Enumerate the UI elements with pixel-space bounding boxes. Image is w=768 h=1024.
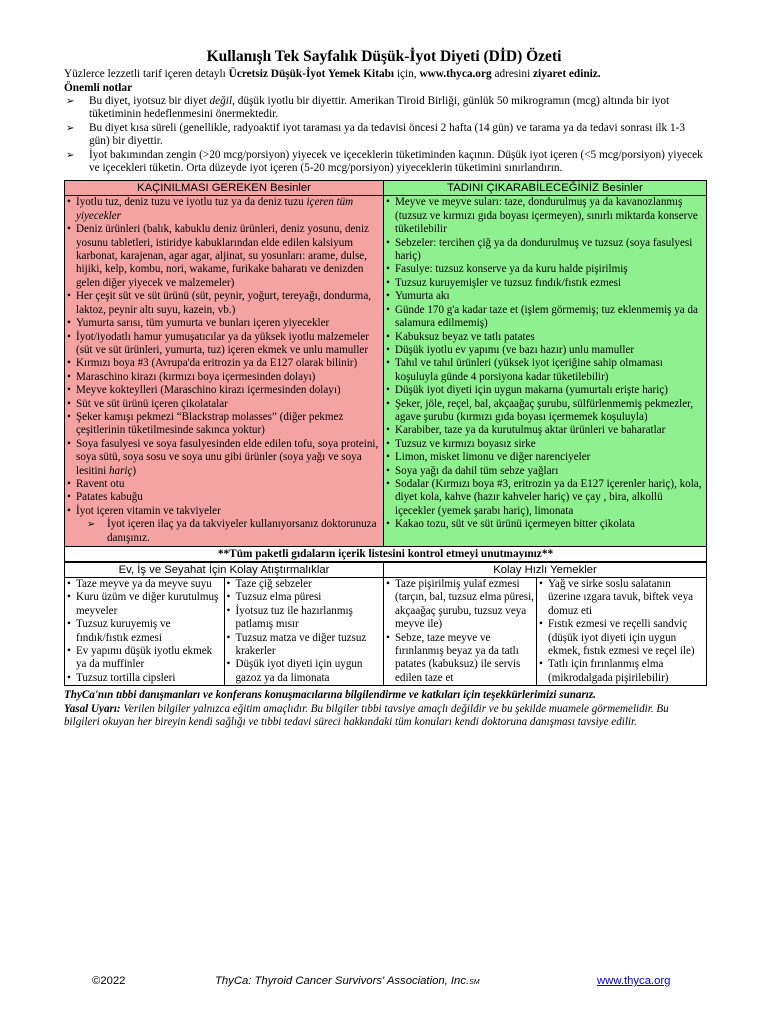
site-link[interactable]: www.thyca.org	[419, 68, 492, 80]
bullet-icon: •	[67, 397, 71, 410]
snacks-cell	[65, 578, 384, 686]
enjoy-item	[386, 290, 704, 303]
acknowledgement-block	[64, 689, 704, 729]
bullet-icon: •	[67, 591, 71, 604]
avoid-item-text: Kırmızı boya #3 (Avrupa'da eritrozin ya da E127 olarak bilinir)	[76, 357, 358, 370]
meal-item-text: Tatlı için fırınlanmış elma (mikrodalgada pişirilebilir)	[548, 658, 669, 684]
enjoy-heading: TADINI ÇIKARABİLECEĞİNİZ Besinler	[384, 181, 707, 196]
bullet-icon: •	[539, 578, 543, 590]
copyright: ©2022	[92, 975, 126, 987]
cookbook-name: Ücretsiz Düşük-İyot Yemek Kitabı	[228, 68, 395, 80]
note-item	[64, 95, 704, 122]
thanks-text: ThyCa'nın tıbbi danışmanları ve konferans konuşmacılarına bilgilendirme ve katkıları için teşekkürlerimizi sunarız.	[64, 689, 596, 702]
bullet-icon: •	[67, 384, 71, 397]
enjoy-item	[386, 344, 704, 357]
avoid-item	[67, 491, 381, 504]
snack-item-text: Tuzsuz matza ve diğer tuzsuz krakerler	[235, 631, 367, 658]
bullet-icon: •	[386, 464, 390, 477]
enjoy-item	[386, 357, 704, 384]
avoid-item-text-end: )	[132, 464, 137, 477]
avoid-item	[67, 478, 381, 491]
bullet-icon: •	[386, 290, 390, 303]
bullet-icon: •	[67, 671, 71, 684]
avoid-sub-item	[67, 518, 381, 545]
avoid-item	[67, 398, 381, 411]
page-title: Kullanışlı Tek Sayfalık Düşük-İyot Diyeti (DİD) Özeti	[206, 48, 562, 65]
bullet-icon: •	[67, 317, 71, 330]
bullet-icon: •	[539, 618, 543, 631]
bullet-icon: •	[67, 578, 71, 590]
note-item	[64, 122, 704, 149]
meal-item-text: Taze pişirilmiş yulaf ezmesi (tarçın, bal, tuzsuz elma püresi, akçaağaç şurubu, tuzsuz veya meyve ile)	[395, 578, 534, 631]
avoid-item-text: Süt ve süt ürünü içeren çikolatalar	[76, 397, 228, 410]
enjoy-item-text: Kakao tozu, süt ve süt ürünü içermeyen bitter çikolata	[395, 518, 635, 531]
bullet-icon: •	[67, 330, 71, 343]
snack-item-text: Tuzsuz kuruyemiş ve fındık/fıstık ezmesi	[76, 618, 171, 644]
visit-text: ziyaret ediniz.	[533, 68, 601, 80]
enjoy-item-text: Kabuksuz beyaz ve tatlı patates	[395, 330, 535, 343]
bullet-icon: •	[386, 330, 390, 343]
snacks-meals-table	[64, 562, 707, 686]
avoid-item-text: Her çeşit süt ve süt ürünü (süt, peynir, yoğurt, tereyağı, dondurma, laktoz, peynir altı suyu, kazein, vb.)	[76, 290, 372, 316]
intro-paragraph	[64, 68, 704, 82]
enjoy-item	[386, 438, 704, 451]
avoid-item-text: Meyve kokteylleri (Maraschino kirazı içermesinden dolayı)	[76, 384, 341, 397]
arrow-icon: ➢	[66, 122, 75, 134]
intro-text-mid: için,	[394, 68, 420, 80]
avoid-item-text: Şeker kamışı pekmezi “Blackstrap molasses” (diğer pekmez çeşitlerinin tüketilmesinde sakınca yoktur)	[76, 410, 344, 437]
snacks-list-2	[225, 578, 384, 685]
avoid-item-text: Maraschino kirazı (kırmızı boya içermesinden dolayı)	[76, 370, 316, 383]
service-mark: SM	[469, 979, 480, 986]
avoid-item-text: Patates kabuğu	[76, 491, 143, 504]
enjoy-item	[386, 478, 704, 518]
bullet-icon: •	[386, 276, 390, 289]
enjoy-item-text: Düşük iyotlu ev yapımı (ve bazı hazır) unlu mamuller	[395, 343, 635, 356]
arrow-icon: ➢	[66, 96, 75, 107]
snack-item	[227, 632, 383, 659]
bullet-icon: •	[386, 236, 390, 249]
avoid-item	[67, 290, 381, 317]
document-page	[64, 48, 704, 729]
bullet-icon: •	[67, 504, 71, 517]
avoid-column	[65, 196, 384, 547]
snacks-list-1	[65, 578, 224, 685]
meal-item-text: Sebze, taze meyve ve fırınlanmış beyaz ya da tatlı patates (kabuksuz) ile servis edilen taze et	[395, 631, 521, 684]
note-text-end: , düşük iyotlu bir diyettir. Amerikan Tiroid Birliği, günlük 50 mikrogramın (mcg) altında bir iyot tüketiminin hedeflenmesini önermektedir.	[89, 95, 670, 121]
bullet-icon: •	[386, 477, 390, 490]
enjoy-item	[386, 263, 704, 276]
snack-item	[227, 578, 383, 591]
avoid-item	[67, 357, 381, 370]
bullet-icon: •	[67, 645, 71, 658]
avoid-item	[67, 371, 381, 384]
bullet-icon: •	[226, 631, 231, 644]
bullet-icon: •	[67, 196, 71, 209]
organization-name	[215, 975, 480, 987]
bullet-icon: •	[386, 578, 390, 590]
snack-item-text: Düşük iyot diyeti için uygun gazoz ya da limonata	[235, 658, 363, 684]
enjoy-item	[386, 237, 704, 264]
meals-list-1	[384, 578, 536, 685]
snack-item-text: Ev yapımı düşük iyotlu ekmek ya da muffinler	[76, 645, 213, 671]
bullet-icon: •	[67, 491, 71, 504]
enjoy-item	[386, 331, 704, 344]
avoid-item-emphasis: hariç	[108, 464, 133, 477]
bullet-icon: •	[386, 424, 390, 437]
bullet-icon: •	[67, 223, 71, 236]
snack-item-text: Tuzsuz tortilla cipsleri	[76, 671, 176, 684]
enjoy-item	[386, 518, 704, 531]
bullet-icon: •	[226, 591, 231, 604]
org-text: ThyCa: Thyroid Cancer Survivors' Association, Inc.	[215, 975, 470, 987]
notes-list	[64, 95, 704, 175]
intro-text-mid2: adresini	[491, 68, 534, 80]
bullet-icon: •	[386, 631, 390, 644]
avoid-item	[67, 223, 381, 290]
bullet-icon: •	[67, 618, 71, 631]
avoid-list	[65, 196, 383, 546]
disclaimer-label: Yasal Uyarı:	[64, 702, 121, 715]
snack-item	[67, 672, 223, 685]
reminder-banner: **Tüm paketli gıdaların içerik listesini kontrol etmeyi unutmayınız**	[65, 547, 707, 562]
enjoy-item-text: Sebzeler: tercihen çiğ ya da dondurulmuş ve tuzsuz (soya fasulyesi hariç)	[395, 236, 693, 263]
enjoy-item	[386, 304, 704, 331]
enjoy-item	[386, 384, 704, 397]
arrow-icon: ➢	[66, 149, 75, 161]
bullet-icon: •	[386, 518, 390, 531]
avoid-item-emphasis: içeren tüm yiyecekler	[76, 196, 354, 222]
note-text: Bu diyet kısa süreli (genellikle, radyoaktif iyot taraması ya da tedavisi öncesi 2 hafta (14 gün) ve tarama ya da tedavi sonrası ilk 1-3 gün) bir diyettir.	[89, 121, 686, 148]
avoid-item-text: Deniz ürünleri (balık, kabuklu deniz ürünleri, deniz yosunu, deniz yosunu tabletleri, istiridye kabuklarından elde edilen kalsiyum karbonat, karajenan, agar agar, aljinat, su yosunları: arame, dulse, hijiki, kelp, kombu, nori, wakame, furikake baharatı ve denizden gelen diğer yiyecek ve malzemeler)	[76, 223, 369, 289]
meal-item	[539, 618, 705, 658]
avoid-item	[67, 505, 381, 518]
bullet-icon: •	[67, 290, 71, 303]
meals-cell	[384, 578, 707, 686]
enjoy-item	[386, 451, 704, 464]
bullet-icon: •	[386, 343, 390, 356]
bullet-icon: •	[386, 451, 390, 464]
avoid-heading: KAÇINILMASI GEREKEN Besinler	[65, 181, 384, 196]
enjoy-item	[386, 424, 704, 437]
snack-item	[67, 618, 223, 645]
meal-item	[539, 578, 705, 618]
enjoy-item-text: Karabiber, taze ya da kurutulmuş aktar ürünleri ve baharatlar	[395, 424, 666, 437]
avoid-item	[67, 317, 381, 330]
snack-item-text: Kuru üzüm ve diğer kurutulmuş meyveler	[76, 591, 219, 617]
bullet-icon: •	[226, 604, 231, 617]
snack-item	[227, 605, 383, 632]
intro-text: Yüzlerce lezzetli tarif içeren detaylı	[64, 68, 229, 80]
avoid-item	[67, 438, 381, 478]
enjoy-item-text: Tuzsuz ve kırmızı boyasız sirke	[395, 437, 536, 450]
enjoy-item-text: Limon, misket limonu ve diğer narenciyeler	[395, 451, 591, 464]
enjoy-item-text: Yumurta akı	[395, 290, 450, 303]
enjoy-item	[386, 398, 704, 425]
food-table	[64, 180, 707, 562]
enjoy-item-text: Düşük iyot diyeti için uygun makarna (yumurtalı erişte hariç)	[395, 384, 668, 397]
snack-item-text: Taze çiğ sebzeler	[235, 578, 312, 590]
bullet-icon: •	[386, 196, 390, 209]
enjoy-item-text: Şeker, jöle, reçel, bal, akçaağaç şurubu, sülfürlenmemiş pekmezler, agave şurubu (kırmızı gıda boyası içermemek koşuluyla)	[395, 397, 694, 423]
arrow-icon: ➢	[87, 519, 96, 531]
disclaimer-text: Verilen bilgiler yalnızca eğitim amaçlıdır. Bu bilgiler tıbbi tavsiye amaçlı değildir ve bu şekilde muamele görmemelidir. Bu bilgileri okuyan her bireyin kendi sağlığı ve tıbbi tedavi süreci hakkındaki tüm konuları kendi doktoruna danışması tavsiye edilir.	[64, 702, 669, 729]
meals-list-2	[537, 578, 706, 685]
avoid-item-text: Soya fasulyesi ve soya fasulyesinden elde edilen tofu, soya proteini, soya sütü, soya sosu ve soya unu gibi ürünler (soya yağı ve soya lesitini	[76, 437, 379, 477]
bullet-icon: •	[67, 437, 71, 450]
note-text: İyot bakımından zengin (>20 mcg/porsiyon) yiyecek ve içeceklerin tüketiminden kaçının. Düşük iyot içeren (<5 mcg/porsiyon) yiyecek ve içecekleri tüketin. Orta düzeyde iyot içeren (5-20 mcg/porsiyon) yiyeceklerin tüketimini sınırlandırın.	[89, 148, 703, 175]
meal-item	[539, 658, 705, 685]
bullet-icon: •	[386, 303, 390, 316]
enjoy-item	[386, 465, 704, 478]
meal-item	[386, 578, 535, 632]
avoid-item-text: Yumurta sarısı, tüm yumurta ve bunları içeren yiyecekler	[76, 317, 330, 330]
enjoy-item-text: Meyve ve meyve suları: taze, dondurulmuş ya da kavanozlanmış (tuzsuz ve kırmızı gıda boyası içermeyen), sınırlı miktarda konserve tüketilebilir	[395, 196, 698, 236]
bullet-icon: •	[386, 263, 390, 276]
enjoy-item	[386, 277, 704, 290]
enjoy-item-text: Fasulye: tuzsuz konserve ya da kuru halde pişirilmiş	[395, 263, 628, 276]
bullet-icon: •	[67, 477, 71, 490]
note-emphasis: değil	[209, 95, 233, 107]
meal-item-text: Yağ ve sirke soslu salatanın üzerine ızgara tavuk, biftek veya domuz eti	[548, 578, 694, 617]
avoid-item-text: Ravent otu	[76, 477, 125, 490]
bullet-icon: •	[386, 397, 390, 410]
bullet-icon: •	[226, 658, 231, 671]
snack-item	[67, 578, 223, 591]
snacks-heading: Ev, İş ve Seyahat İçin Kolay Atıştırmalıklar	[65, 563, 384, 578]
bullet-icon: •	[67, 370, 71, 383]
meals-heading: Kolay Hızlı Yemekler	[384, 563, 707, 578]
snack-item	[227, 658, 383, 685]
avoid-item-text: İyot içeren vitamin ve takviyeler	[76, 504, 221, 517]
avoid-item	[67, 331, 381, 358]
snack-item-text: Taze meyve ya da meyve suyu	[76, 578, 212, 590]
snack-item	[67, 591, 223, 618]
enjoy-column	[384, 196, 707, 547]
avoid-sub-item-text: İyot içeren ilaç ya da takviyeler kullanıyorsanız doktorunuza danışınız.	[107, 518, 377, 544]
avoid-item-text: İyot/iyodatlı hamur yumuşatıcılar ya da yüksek iyotlu malzemeler (süt ve süt ürünleri, yumurta, tuz) içeren ekmek ve unlu mamuller	[76, 330, 369, 356]
snack-item-text: Tuzsuz elma püresi	[235, 591, 322, 604]
snack-item-text: İyotsuz tuz ile hazırlanmış patlamış mısır	[235, 604, 353, 631]
enjoy-item-text: Sodalar (Kırmızı boya #3, eritrozin ya da E127 içerenler hariç), kola, diyet kola, kahve (hazır kahveler hariç) ve çay , bira, alkollü içecekler (yemek şarabı hariç), limonata	[395, 477, 702, 517]
enjoy-item	[386, 196, 704, 236]
bullet-icon: •	[67, 357, 71, 370]
notes-heading: Önemli notlar	[64, 81, 133, 94]
avoid-item-text: İyotlu tuz, deniz tuzu ve iyotlu tuz ya da deniz tuzu	[76, 196, 307, 209]
bullet-icon: •	[226, 578, 231, 590]
enjoy-list	[384, 196, 706, 532]
enjoy-item-text: Soya yağı da dahil tüm sebze yağları	[395, 464, 559, 477]
snack-item	[67, 645, 223, 672]
enjoy-item-text: Tuzsuz kuruyemişler ve tuzsuz fındık/fıstık ezmesi	[395, 276, 622, 289]
bullet-icon: •	[539, 658, 543, 671]
footer-link[interactable]: www.thyca.org	[597, 975, 671, 987]
avoid-item	[67, 384, 381, 397]
enjoy-item-text: Tahıl ve tahıl ürünleri (yüksek iyot içeriğine sahip olmaması koşuluyla günde 4 porsiyona kadar tüketilebilir)	[395, 357, 663, 383]
meal-item-text: Fıstık ezmesi ve reçelli sandviç (düşük iyot diyeti için uygun ekmek, fıstık ezmesi ve reçel ile)	[548, 618, 695, 658]
note-item	[64, 149, 704, 176]
bullet-icon: •	[67, 410, 71, 423]
enjoy-item-text: Günde 170 g'a kadar taze et (işlem görmemiş; tuz eklenmemiş ya da salamura edilmemiş)	[395, 303, 698, 330]
bullet-icon: •	[386, 384, 390, 397]
bullet-icon: •	[386, 357, 390, 370]
snack-item	[227, 591, 383, 604]
avoid-item	[67, 196, 381, 223]
note-text: Bu diyet, iyotsuz bir diyet	[89, 95, 210, 107]
bullet-icon: •	[386, 437, 390, 450]
avoid-item	[67, 411, 381, 438]
meal-item	[386, 632, 535, 686]
